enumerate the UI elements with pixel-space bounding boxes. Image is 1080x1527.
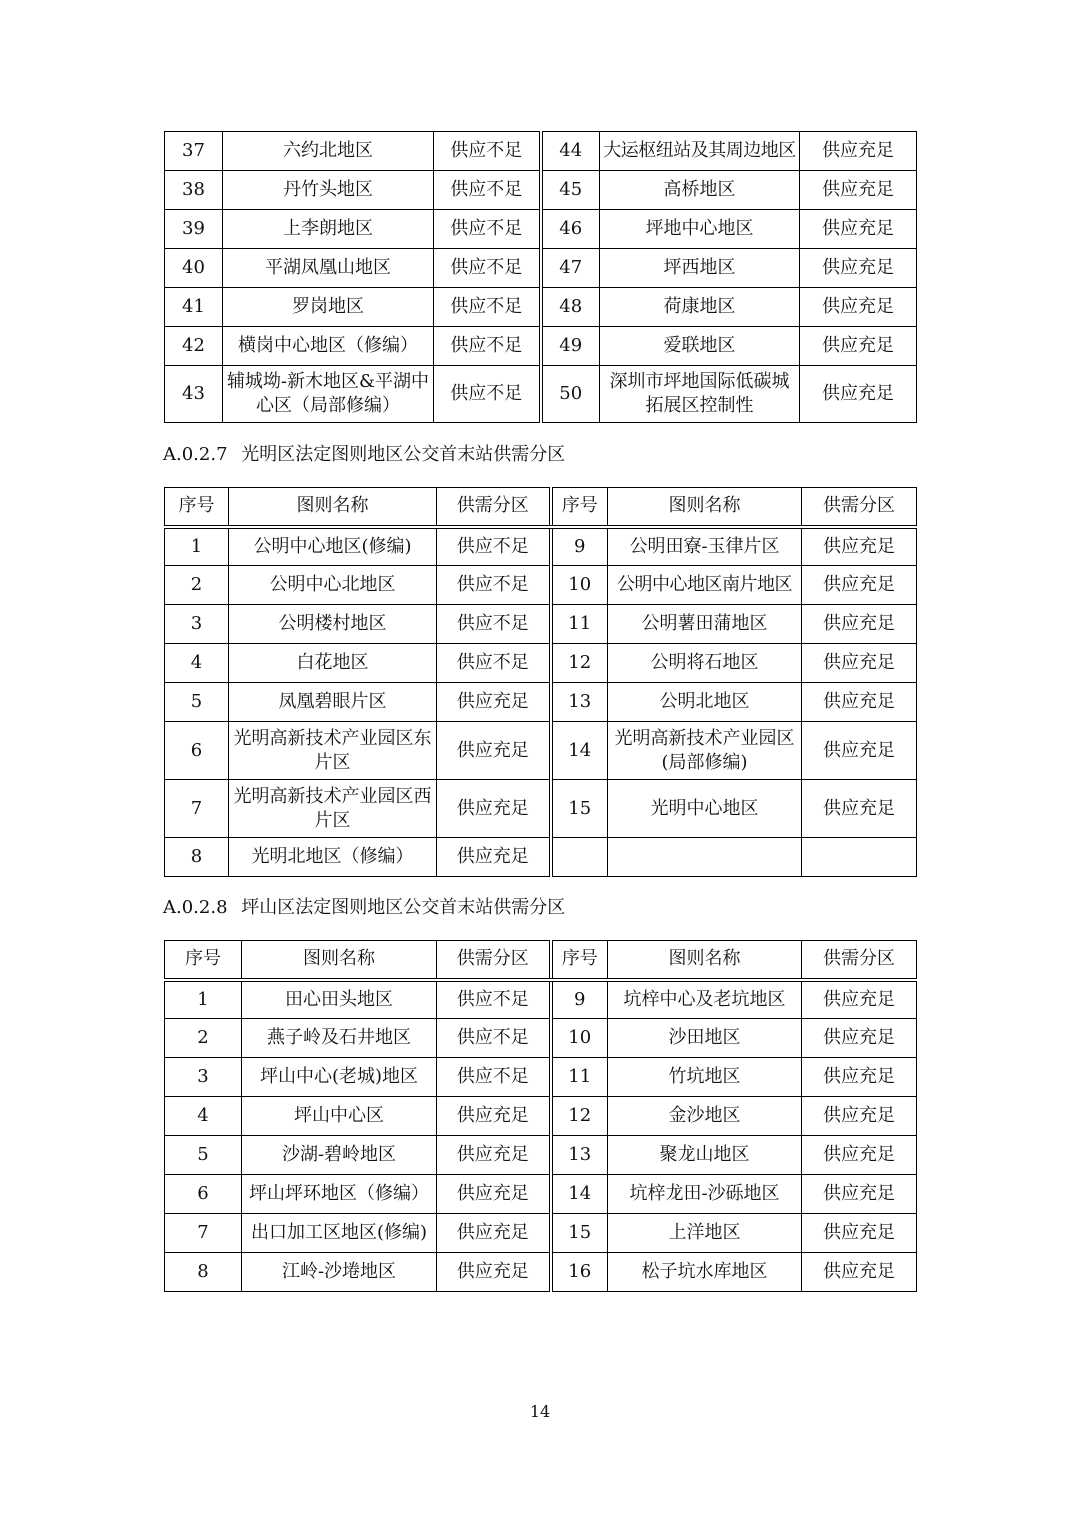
plan-name: 公明楼村地区 [229, 605, 437, 644]
plan-name: 燕子岭及石井地区 [242, 1019, 437, 1058]
supply-table-continued [164, 131, 917, 423]
plan-name: 凤凰碧眼片区 [229, 683, 437, 722]
row-number: 8 [165, 1253, 242, 1292]
plan-name: 聚龙山地区 [608, 1136, 802, 1175]
supply-status: 供应不足 [434, 210, 541, 249]
plan-name: 上李朗地区 [223, 210, 434, 249]
supply-status: 供应充足 [437, 1136, 551, 1175]
supply-status: 供应充足 [802, 1253, 917, 1292]
header-row [165, 488, 917, 527]
plan-name: 坪地中心地区 [600, 210, 800, 249]
table-row [165, 366, 917, 423]
table-row [165, 249, 917, 288]
row-number: 15 [551, 1214, 608, 1253]
plan-name: 公明薯田蒲地区 [608, 605, 802, 644]
supply-status: 供应充足 [437, 1175, 551, 1214]
row-number: 9 [551, 527, 608, 566]
row-number: 11 [551, 605, 608, 644]
column-header-name: 图则名称 [608, 488, 802, 527]
row-number [551, 838, 608, 877]
plan-name: 坑梓龙田-沙砾地区 [608, 1175, 802, 1214]
row-number: 2 [165, 566, 229, 605]
row-number: 37 [165, 132, 223, 171]
plan-name: 光明中心地区 [608, 780, 802, 838]
supply-status: 供应充足 [802, 683, 917, 722]
supply-status: 供应不足 [434, 327, 541, 366]
pingshan-supply-table [164, 940, 917, 1292]
supply-status: 供应充足 [802, 527, 917, 566]
supply-status: 供应充足 [800, 327, 917, 366]
header-row [165, 941, 917, 980]
row-number: 50 [541, 366, 600, 423]
supply-status: 供应充足 [800, 366, 917, 423]
table-row [165, 980, 917, 1019]
row-number: 9 [551, 980, 608, 1019]
plan-name: 坪西地区 [600, 249, 800, 288]
plan-name: 公明中心地区南片地区 [608, 566, 802, 605]
row-number: 14 [551, 722, 608, 780]
row-number: 13 [551, 683, 608, 722]
column-header-number: 序号 [551, 488, 608, 527]
plan-name: 高桥地区 [600, 171, 800, 210]
supply-status: 供应充足 [800, 210, 917, 249]
table-row [165, 527, 917, 566]
plan-name: 江岭-沙埢地区 [242, 1253, 437, 1292]
row-number: 44 [541, 132, 600, 171]
table-row [165, 1136, 917, 1175]
row-number: 38 [165, 171, 223, 210]
row-number: 10 [551, 566, 608, 605]
plan-name: 金沙地区 [608, 1097, 802, 1136]
supply-status: 供应不足 [437, 644, 551, 683]
plan-name: 松子坑水库地区 [608, 1253, 802, 1292]
guangming-supply-table [164, 487, 917, 877]
row-number: 41 [165, 288, 223, 327]
plan-name: 上洋地区 [608, 1214, 802, 1253]
section-number: A.0.2.8 [163, 897, 228, 918]
plan-name: 横岗中心地区（修编） [223, 327, 434, 366]
plan-name: 竹坑地区 [608, 1058, 802, 1097]
row-number: 3 [165, 1058, 242, 1097]
plan-name: 辅城坳-新木地区&平湖中心区（局部修编） [223, 366, 434, 423]
supply-status: 供应充足 [437, 1253, 551, 1292]
table-row [165, 566, 917, 605]
row-number: 10 [551, 1019, 608, 1058]
plan-name: 坪山坪环地区（修编） [242, 1175, 437, 1214]
column-header-status: 供需分区 [802, 941, 917, 980]
supply-status: 供应不足 [434, 171, 541, 210]
row-number: 12 [551, 644, 608, 683]
section-title: 光明区法定图则地区公交首末站供需分区 [241, 444, 566, 465]
supply-status: 供应充足 [800, 171, 917, 210]
supply-status: 供应充足 [802, 1214, 917, 1253]
table-row [165, 1175, 917, 1214]
table-row [165, 644, 917, 683]
table-row [165, 288, 917, 327]
supply-status: 供应不足 [437, 1019, 551, 1058]
plan-name: 公明北地区 [608, 683, 802, 722]
supply-status: 供应充足 [802, 1019, 917, 1058]
plan-name: 光明高新技术产业园区西片区 [229, 780, 437, 838]
column-header-number: 序号 [165, 941, 242, 980]
row-number: 5 [165, 1136, 242, 1175]
supply-status: 供应充足 [802, 722, 917, 780]
row-number: 14 [551, 1175, 608, 1214]
supply-status: 供应不足 [437, 527, 551, 566]
row-number: 46 [541, 210, 600, 249]
plan-name: 六约北地区 [223, 132, 434, 171]
table-row [165, 210, 917, 249]
column-header-status: 供需分区 [802, 488, 917, 527]
table-row [165, 683, 917, 722]
column-header-status: 供需分区 [437, 941, 551, 980]
plan-name: 坑梓中心及老坑地区 [608, 980, 802, 1019]
table-row [165, 1214, 917, 1253]
supply-status: 供应充足 [800, 132, 917, 171]
supply-status: 供应充足 [802, 1058, 917, 1097]
supply-status: 供应充足 [437, 780, 551, 838]
row-number: 48 [541, 288, 600, 327]
plan-name: 光明高新技术产业园区(局部修编) [608, 722, 802, 780]
column-header-number: 序号 [165, 488, 229, 527]
supply-status: 供应不足 [434, 132, 541, 171]
supply-status: 供应充足 [802, 1175, 917, 1214]
plan-name: 深圳市坪地国际低碳城拓展区控制性 [600, 366, 800, 423]
plan-name: 沙田地区 [608, 1019, 802, 1058]
supply-status: 供应充足 [802, 1136, 917, 1175]
row-number: 43 [165, 366, 223, 423]
row-number: 4 [165, 644, 229, 683]
row-number: 4 [165, 1097, 242, 1136]
supply-status: 供应充足 [437, 683, 551, 722]
plan-name: 罗岗地区 [223, 288, 434, 327]
plan-name: 出口加工区地区(修编) [242, 1214, 437, 1253]
table-row [165, 1019, 917, 1058]
row-number: 1 [165, 980, 242, 1019]
row-number: 6 [165, 1175, 242, 1214]
plan-name: 平湖凤凰山地区 [223, 249, 434, 288]
plan-name: 丹竹头地区 [223, 171, 434, 210]
supply-status: 供应不足 [437, 605, 551, 644]
plan-name: 沙湖-碧岭地区 [242, 1136, 437, 1175]
supply-status: 供应充足 [437, 1097, 551, 1136]
supply-status: 供应充足 [437, 838, 551, 877]
table-row [165, 1097, 917, 1136]
row-number: 5 [165, 683, 229, 722]
supply-status: 供应充足 [802, 644, 917, 683]
plan-name: 荷康地区 [600, 288, 800, 327]
supply-status: 供应不足 [434, 366, 541, 423]
row-number: 7 [165, 1214, 242, 1253]
plan-name: 爱联地区 [600, 327, 800, 366]
section-title: 坪山区法定图则地区公交首末站供需分区 [241, 897, 566, 918]
plan-name: 坪山中心(老城)地区 [242, 1058, 437, 1097]
supply-status: 供应充足 [437, 1214, 551, 1253]
section-number: A.0.2.7 [163, 444, 228, 465]
plan-name: 光明高新技术产业园区东片区 [229, 722, 437, 780]
supply-status: 供应不足 [434, 288, 541, 327]
supply-status: 供应不足 [437, 566, 551, 605]
supply-status: 供应充足 [802, 1097, 917, 1136]
column-header-status: 供需分区 [437, 488, 551, 527]
plan-name: 田心田头地区 [242, 980, 437, 1019]
plan-name: 公明中心地区(修编) [229, 527, 437, 566]
plan-name: 公明田寮-玉律片区 [608, 527, 802, 566]
table-row [165, 722, 917, 780]
row-number: 15 [551, 780, 608, 838]
supply-status: 供应不足 [437, 980, 551, 1019]
supply-status: 供应不足 [434, 249, 541, 288]
plan-name: 坪山中心区 [242, 1097, 437, 1136]
row-number: 47 [541, 249, 600, 288]
plan-name: 大运枢纽站及其周边地区 [600, 132, 800, 171]
row-number: 13 [551, 1136, 608, 1175]
supply-status: 供应充足 [802, 780, 917, 838]
row-number: 8 [165, 838, 229, 877]
plan-name [608, 838, 802, 877]
supply-status: 供应充足 [802, 980, 917, 1019]
table-row [165, 132, 917, 171]
plan-name: 白花地区 [229, 644, 437, 683]
table-row [165, 605, 917, 644]
row-number: 49 [541, 327, 600, 366]
supply-status: 供应充足 [802, 566, 917, 605]
table-row [165, 838, 917, 877]
row-number: 45 [541, 171, 600, 210]
column-header-number: 序号 [551, 941, 608, 980]
row-number: 39 [165, 210, 223, 249]
plan-name: 公明中心北地区 [229, 566, 437, 605]
supply-status [802, 838, 917, 877]
row-number: 11 [551, 1058, 608, 1097]
column-header-name: 图则名称 [229, 488, 437, 527]
supply-status: 供应充足 [437, 722, 551, 780]
supply-status: 供应充足 [800, 288, 917, 327]
table-row [165, 1253, 917, 1292]
column-header-name: 图则名称 [242, 941, 437, 980]
page-number: 14 [529, 1402, 551, 1421]
row-number: 12 [551, 1097, 608, 1136]
section-caption-guangming [163, 443, 565, 467]
supply-status: 供应充足 [802, 605, 917, 644]
table-row [165, 171, 917, 210]
row-number: 6 [165, 722, 229, 780]
table-row [165, 780, 917, 838]
row-number: 1 [165, 527, 229, 566]
column-header-name: 图则名称 [608, 941, 802, 980]
row-number: 42 [165, 327, 223, 366]
plan-name: 公明将石地区 [608, 644, 802, 683]
row-number: 40 [165, 249, 223, 288]
supply-status: 供应充足 [800, 249, 917, 288]
row-number: 2 [165, 1019, 242, 1058]
table-row [165, 1058, 917, 1097]
section-caption-pingshan [163, 896, 565, 920]
supply-status: 供应不足 [437, 1058, 551, 1097]
plan-name: 光明北地区（修编） [229, 838, 437, 877]
row-number: 16 [551, 1253, 608, 1292]
row-number: 3 [165, 605, 229, 644]
table-row [165, 327, 917, 366]
row-number: 7 [165, 780, 229, 838]
